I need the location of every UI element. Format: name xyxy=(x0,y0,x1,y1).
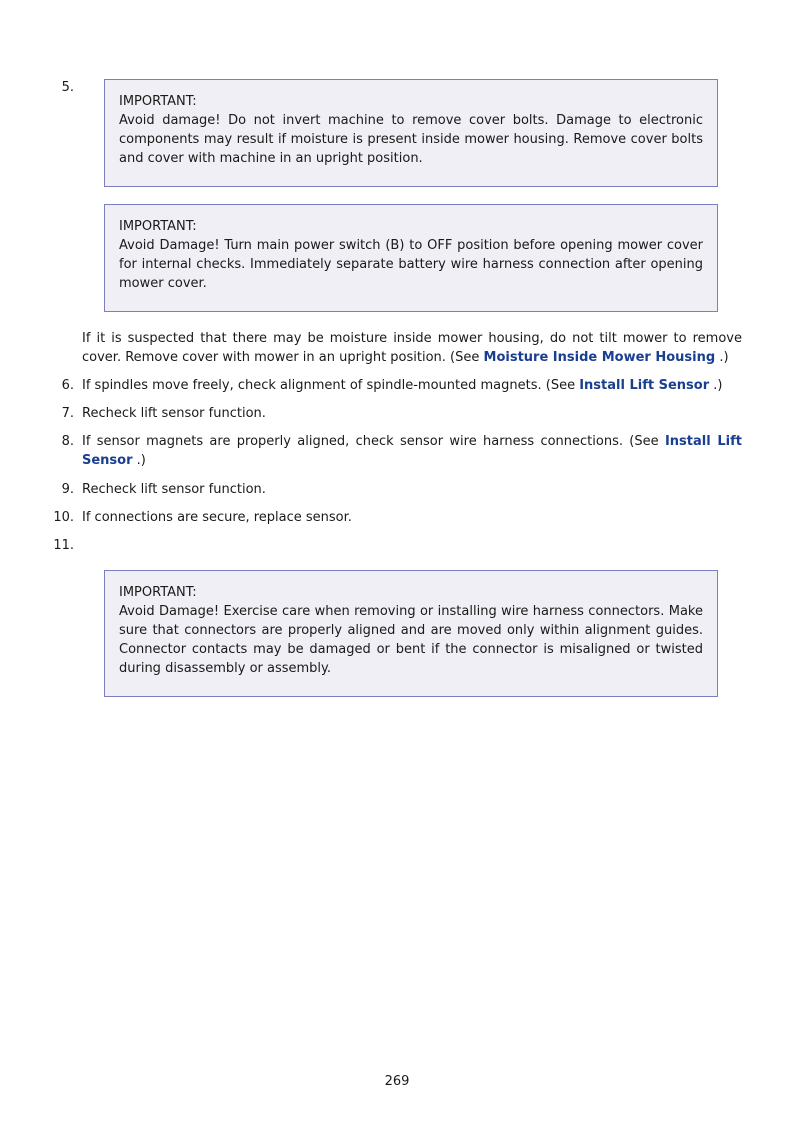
step-number-9: 9. xyxy=(61,482,74,497)
paragraph-text: If it is suspected that there may be moisture inside mower housing, do not tilt mower to remove cover. Remove cover with mower in an upright position. (See xyxy=(82,331,742,365)
step-text: If spindles move freely, check alignment of spindle-mounted magnets. (See xyxy=(82,378,580,393)
step-text: If sensor magnets are properly aligned, check sensor wire harness connections. (See xyxy=(82,434,665,449)
step-number-8: 8. xyxy=(61,434,74,449)
link-moisture-inside-mower-housing[interactable]: Moisture Inside Mower Housing xyxy=(483,350,716,365)
paragraph-tail: .) xyxy=(715,350,729,365)
link-install-lift-sensor[interactable]: Install Lift Sensor xyxy=(82,434,742,468)
step-number-6: 6. xyxy=(61,378,74,393)
step-number-11: 11. xyxy=(53,538,74,553)
notice-heading: IMPORTANT: xyxy=(119,94,197,109)
step-7-text: Recheck lift sensor function. xyxy=(82,406,266,421)
notice-body: Avoid damage! Do not invert machine to remove cover bolts. Damage to electronic components may result if moisture is present inside mower housing. Remove cover bolts and cover with machine in an upright position. xyxy=(119,113,703,166)
step-8-text xyxy=(82,432,742,470)
notice-heading: IMPORTANT: xyxy=(119,219,197,234)
important-notice-2 xyxy=(104,204,718,312)
step-number-5: 5. xyxy=(61,80,74,95)
step-tail: .) xyxy=(709,378,723,393)
notice-body: Avoid Damage! Exercise care when removing or installing wire harness connectors. Make sure that connectors are properly aligned and are moved only within alignment guides. Connector contacts may be damaged or bent if the connector is misaligned or twisted during disassembly or assembly. xyxy=(119,604,703,676)
important-notice-1 xyxy=(104,79,718,187)
step-number-10: 10. xyxy=(53,510,74,525)
link-install-lift-sensor[interactable]: Install Lift Sensor xyxy=(579,378,710,393)
page-number: 269 xyxy=(384,1074,410,1089)
important-notice-3 xyxy=(104,570,718,697)
step-10-text: If connections are secure, replace sensor. xyxy=(82,510,352,525)
notice-heading: IMPORTANT: xyxy=(119,585,197,600)
step-6-text xyxy=(82,376,742,395)
step-tail: .) xyxy=(132,453,146,468)
step-9-text: Recheck lift sensor function. xyxy=(82,482,266,497)
step-5-paragraph xyxy=(82,329,742,367)
step-number-7: 7. xyxy=(61,406,74,421)
notice-body: Avoid Damage! Turn main power switch (B) to OFF position before opening mower cover for internal checks. Immediately separate battery wire harness connection after opening mower cover. xyxy=(119,238,703,291)
